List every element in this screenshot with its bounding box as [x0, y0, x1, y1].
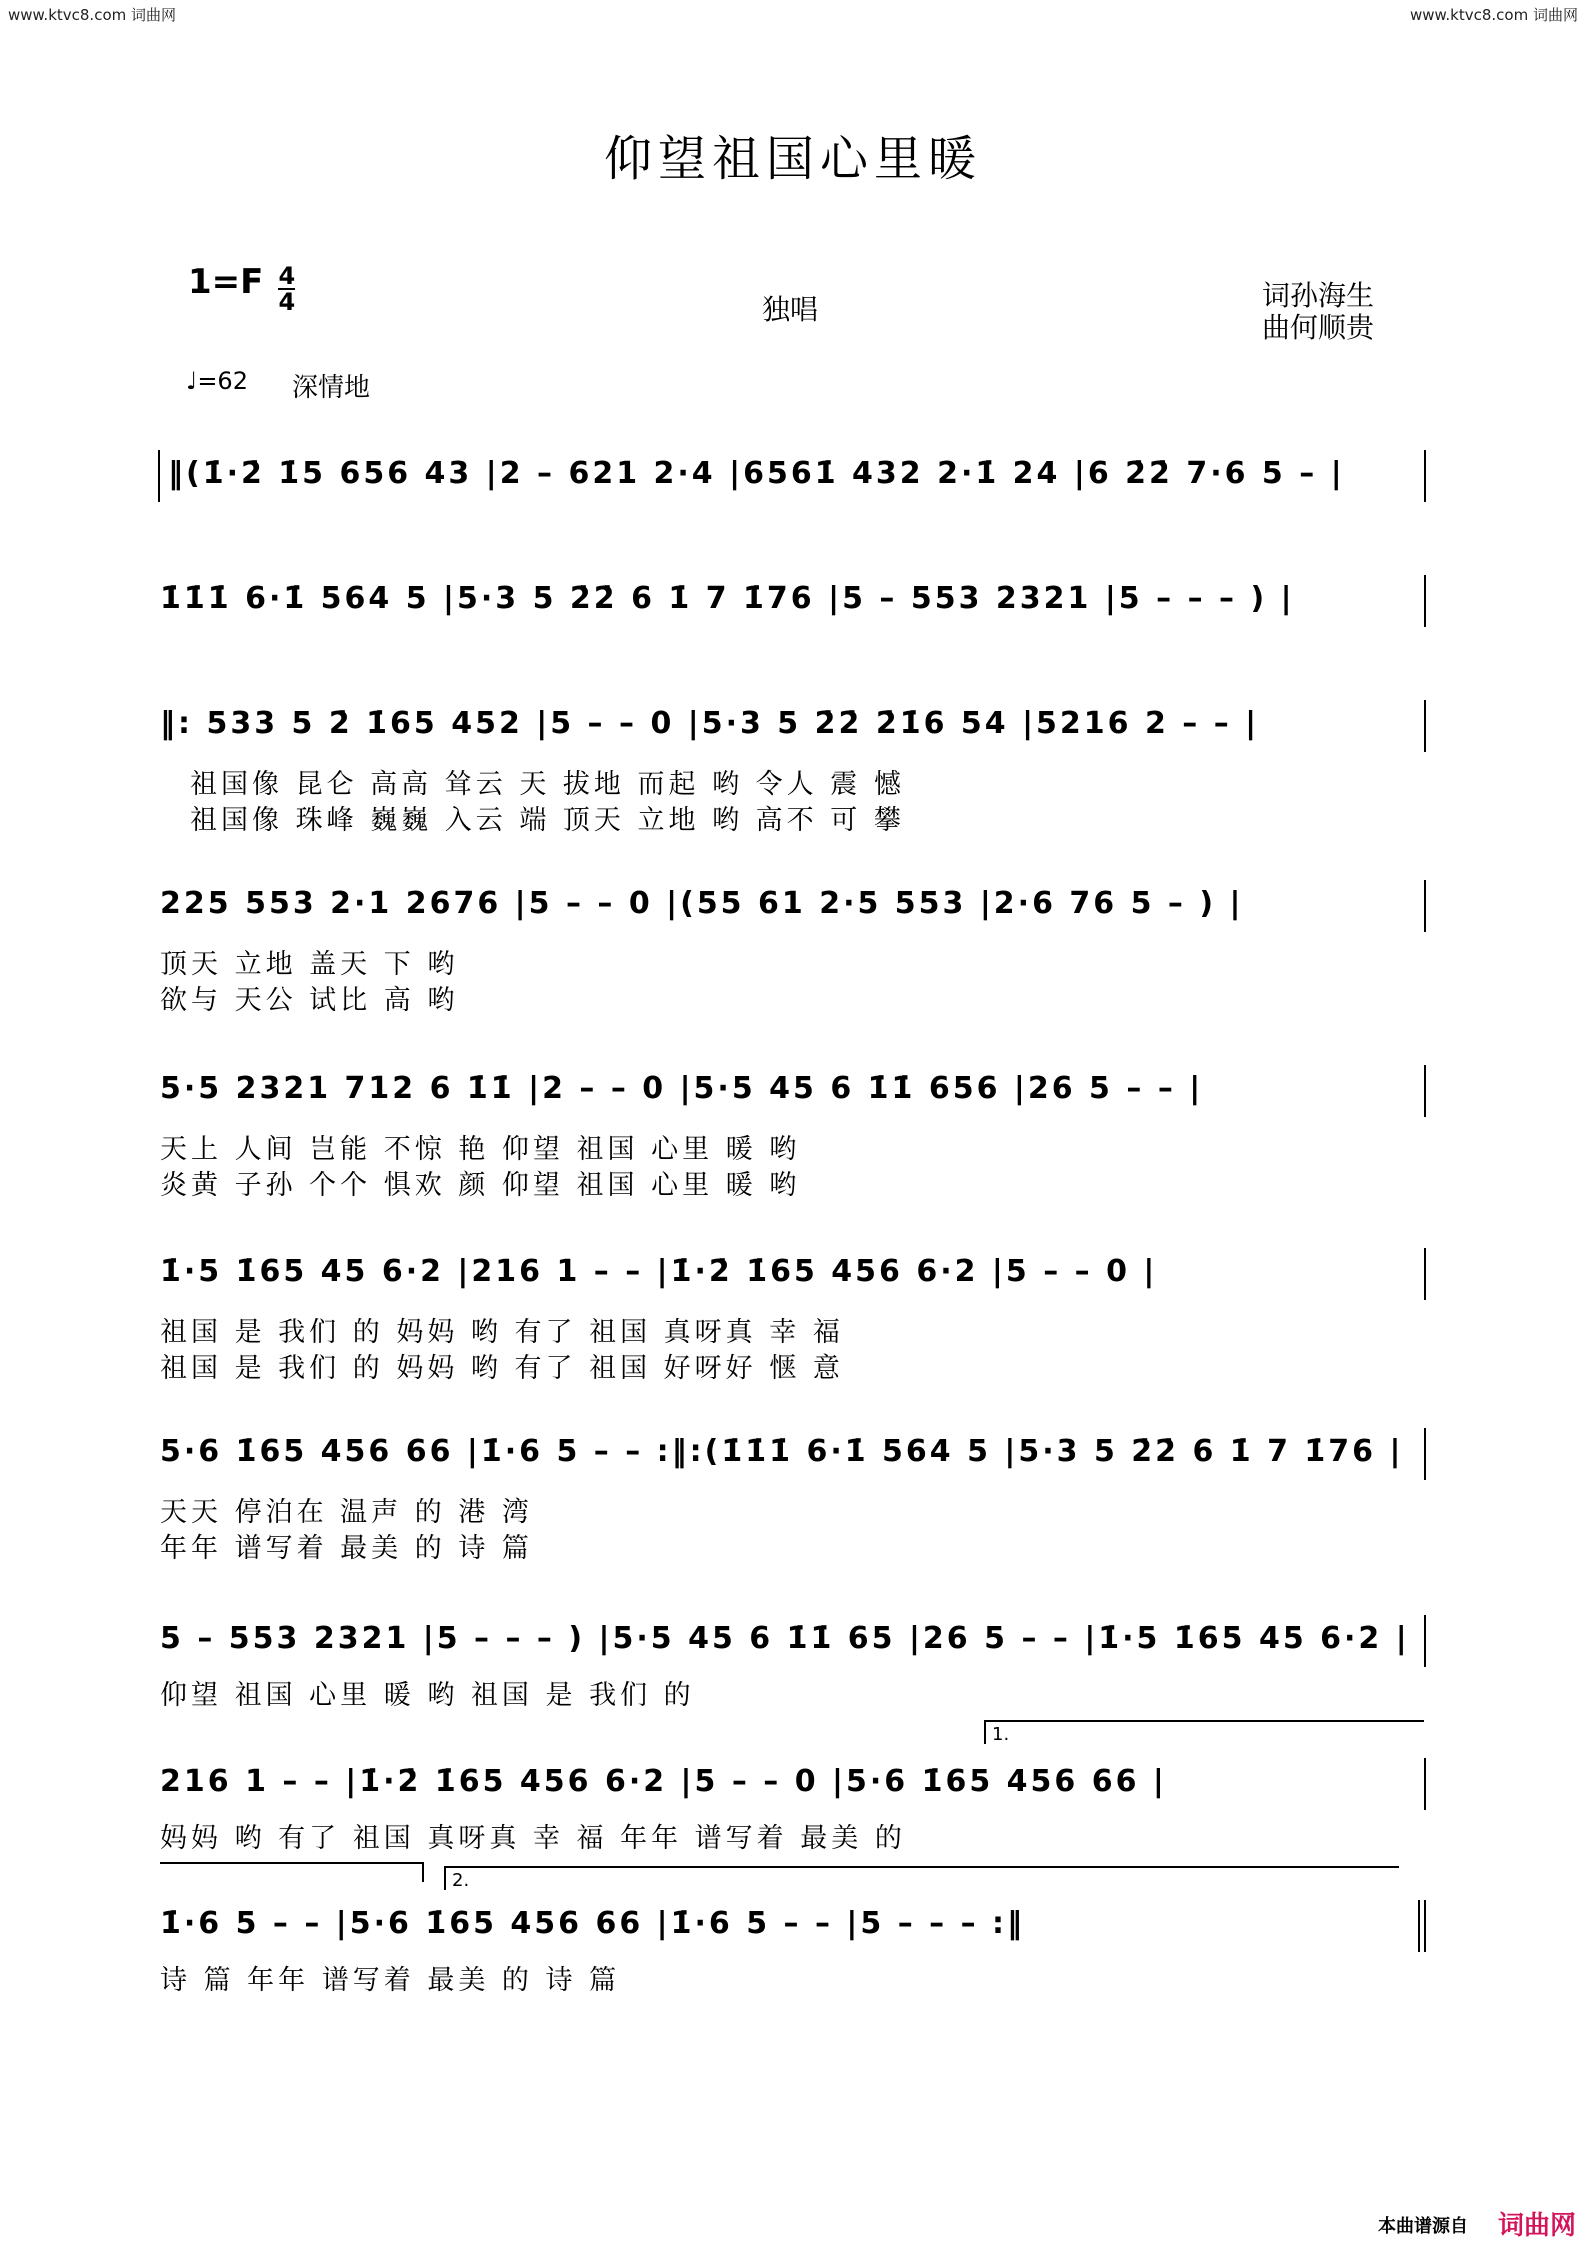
- notation-line: ‖(1̇·2̇ 1̇5 656 43 |2 – 621 2·4 |6561̇ 432 2·1̇ 24 |6 2̇2̇ 7·6 5 – |: [168, 456, 1345, 491]
- volta-first-continuation: [160, 1862, 422, 1864]
- lyricist: 词孙海生: [1262, 279, 1375, 312]
- volta-second-line: [444, 1866, 1399, 1868]
- time-signature-bottom: 4: [278, 287, 296, 316]
- footer-logo[interactable]: 词曲网: [1498, 2211, 1577, 2241]
- tempo-marking: ♩=62: [186, 367, 248, 395]
- notation-line: 5 – 553 2321 |5 – – – ) |5·5 45 6 1̇1̇ 65 |26 5 – – |1̇·5 1̇65 45 6·2 |: [160, 1621, 1410, 1656]
- notation-line: 1̇1̇1̇ 6·1̇ 564 5 |5·3 5 2̇2̇ 6 1̇ 7 1̇76 |5 – 553 2321 |5 – – – ) |: [160, 581, 1295, 616]
- volta-second-label: 2.: [452, 1870, 470, 1891]
- time-signature: [278, 261, 296, 316]
- header-left: www.ktvc8.com 词曲网: [8, 6, 177, 24]
- lyrics-verse-2: 欲与 天公 试比 高 哟: [160, 985, 459, 1016]
- lyrics-verse-2: 炎黄 子孙 个个 惧欢 颜 仰望 祖国 心里 暖 哟: [160, 1170, 801, 1201]
- notation-line: 225 553 2·1 2676 |5 – – 0 |(55 61 2·5 553 |2·6 76 5 – ) |: [160, 886, 1244, 921]
- lyrics-verse-2: 祖国 是 我们 的 妈妈 哟 有了 祖国 好呀好 惬 意: [160, 1353, 844, 1384]
- notation-line: 1̇·5 1̇65 45 6·2 |216 1 – – |1̇·2̇ 1̇65 456 6·2 |5 – – 0 |: [160, 1254, 1158, 1289]
- header-right: www.ktvc8.com 词曲网: [1409, 6, 1578, 24]
- lyrics-line: 妈妈 哟 有了 祖国 真呀真 幸 福 年年 谱写着 最美 的: [160, 1823, 906, 1854]
- lyrics-verse-1: 顶天 立地 盖天 下 哟: [160, 949, 459, 980]
- volta-first-label: 1.: [992, 1724, 1010, 1745]
- lyrics-verse-1: 祖国像 昆仑 高高 耸云 天 拔地 而起 哟 令人 震 憾: [190, 769, 905, 800]
- key-label: 1=F: [188, 262, 264, 302]
- lyrics-verse-2: 年年 谱写着 最美 的 诗 篇: [160, 1533, 533, 1564]
- notation-line: 5·6 1̇65 456 66 |1̇·6 5 – – :‖:(1̇1̇1̇ 6·1̇ 564 5 |5·3 5 2̇2̇ 6 1̇ 7 1̇76 |: [160, 1434, 1404, 1469]
- volta-first-line: [984, 1720, 1424, 1722]
- performance-type: 独唱: [762, 293, 819, 326]
- footer-source-text: 本曲谱源自: [1378, 2216, 1468, 2237]
- song-title: 仰望祖国心里暖: [603, 131, 982, 187]
- time-signature-top: 4: [278, 261, 296, 290]
- lyrics-verse-1: 祖国 是 我们 的 妈妈 哟 有了 祖国 真呀真 幸 福: [160, 1317, 844, 1348]
- lyrics-line: 诗 篇 年年 谱写着 最美 的 诗 篇: [160, 1965, 621, 1996]
- notation-line: 5·5 2321 712 6 1̇1̇ |2 – – 0 |5·5 45 6 1̇1̇ 656 |26 5 – – |: [160, 1071, 1204, 1106]
- lyrics-line: 仰望 祖国 心里 暖 哟 祖国 是 我们 的: [160, 1680, 695, 1711]
- key-signature: [188, 262, 295, 314]
- expression-marking: 深情地: [292, 373, 371, 403]
- notation-line: 1̇·6 5 – – |5·6 1̇65 456 66 |1̇·6 5 – – |5 – – – :‖: [160, 1906, 1026, 1941]
- lyrics-verse-1: 天上 人间 岂能 不惊 艳 仰望 祖国 心里 暖 哟: [160, 1134, 801, 1165]
- composer: 曲何顺贵: [1262, 311, 1375, 344]
- lyrics-verse-1: 天天 停泊在 温声 的 港 湾: [160, 1497, 533, 1528]
- lyrics-verse-2: 祖国像 珠峰 巍巍 入云 端 顶天 立地 哟 高不 可 攀: [190, 805, 905, 836]
- notation-line: 216 1 – – |1̇·2̇ 1̇65 456 6·2 |5 – – 0 |5·6 1̇65 456 66 |: [160, 1764, 1167, 1799]
- notation-line: ‖: 533 5 2̇ 1̇65 452 |5 – – 0 |5·3 5 2̇2̇ 2̇1̇6 54 |5216 2 – – |: [160, 706, 1260, 741]
